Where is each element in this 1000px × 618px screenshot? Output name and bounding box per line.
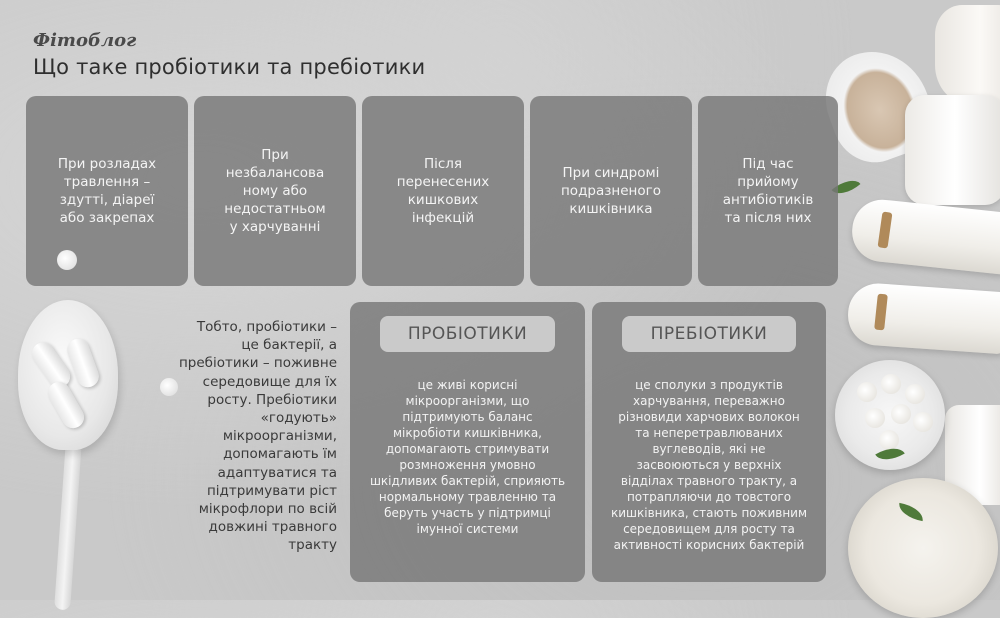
prebiotics-box: [592, 302, 826, 582]
card-unbalanced-diet: При незбалансова ному або недостатньом у харчуванні: [194, 96, 356, 286]
card-digestive-disorders: При розладах травлення – здутті, діареї або закрепах: [26, 96, 188, 286]
card-after-infections: Після перенесених кишкових інфекцій: [362, 96, 524, 286]
probiotics-box: [350, 302, 585, 582]
mozzarella-ball: [881, 374, 901, 394]
prebiotics-text: це сполуки з продуктів харчування, переважно різновиди харчових волокон та неперетравлюваних вуглеводів, які не засвоюються у верхніх відділах травного тракту, а потрапляючи до товстого кишківника, стають поживним середовищем для росту та активності корисних бактерій: [610, 378, 808, 552]
pill-image: [57, 250, 77, 270]
brand-logo: Фітоблог: [33, 30, 137, 51]
card-ibs: При синдромі подразненого кишківника: [530, 96, 692, 286]
milk-bottle-image: [846, 281, 1000, 354]
probiotics-text: це живі корисні мікроорганізми, що підтримують баланс мікробіоти кишківника, допомагають стримувати розмноження умовно шкідливих бактерій, сприяють нормальному травленню та беруть участь у підтримці імунної системи: [369, 378, 566, 536]
mozzarella-ball: [913, 412, 933, 432]
mozzarella-ball: [857, 382, 877, 402]
mozzarella-ball: [905, 384, 925, 404]
milk-bottle-image: [849, 197, 1000, 275]
explanation-text: Тобто, пробіотики – це бактерії, а пребіотики – поживне середовище для їх росту. Пребіотики «годують» мікроорганізми, допомагають їм адаптуватися та підтримувати ріст мікрофлори по всій довжині травного тракту: [178, 319, 337, 554]
card-antibiotics: Під час прийому антибіотиків та після них: [698, 96, 838, 286]
prebiotics-heading: ПРЕБІОТИКИ: [622, 316, 796, 352]
mozzarella-ball: [891, 404, 911, 424]
milk-jug-image: [935, 5, 1000, 105]
spoon-handle-image: [54, 440, 82, 611]
mozzarella-ball: [865, 408, 885, 428]
cottage-cheese-bowl-image: [848, 478, 998, 618]
page-title: Що таке пробіотики та пребіотики: [33, 55, 426, 79]
milk-glass-image: [905, 95, 1000, 205]
probiotics-heading: ПРОБІОТИКИ: [380, 316, 555, 352]
mozzarella-ball: [879, 430, 899, 450]
